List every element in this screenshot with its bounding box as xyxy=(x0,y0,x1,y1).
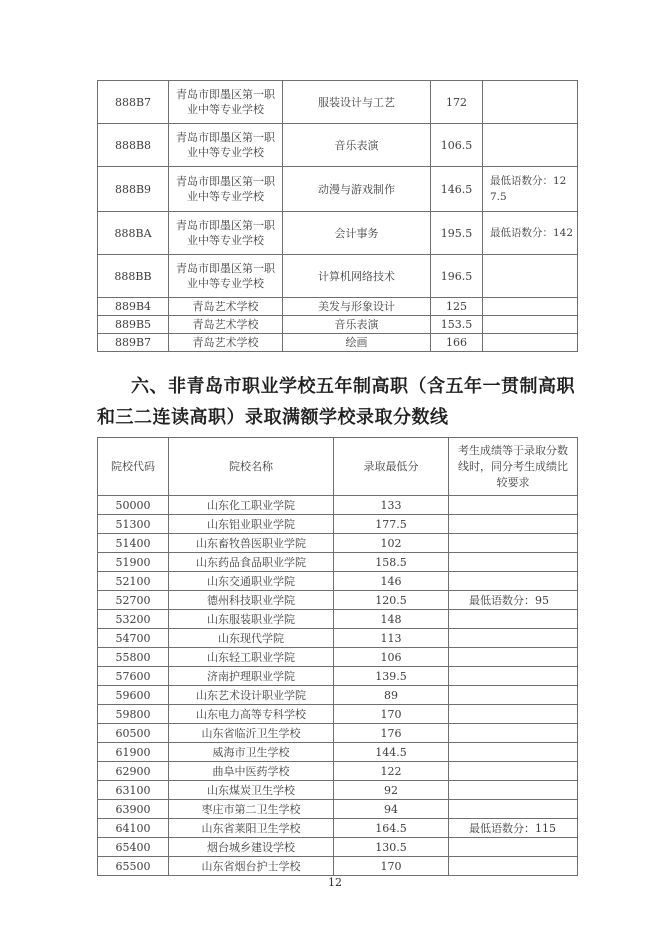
cell-min-score: 196.5 xyxy=(431,255,483,298)
cell-college-code: 63900 xyxy=(98,800,169,819)
table-row xyxy=(98,572,578,591)
table2-body xyxy=(98,496,578,876)
table-row xyxy=(98,212,578,255)
cell-note xyxy=(449,838,578,857)
cell-note xyxy=(449,572,578,591)
cell-min-score: 89 xyxy=(334,686,449,705)
cell-min-score: 106 xyxy=(334,648,449,667)
header-row xyxy=(98,438,578,496)
table-row xyxy=(98,667,578,686)
table-row xyxy=(98,686,578,705)
page-number: 12 xyxy=(328,876,342,889)
table-row xyxy=(98,81,578,124)
cell-note xyxy=(449,515,578,534)
cell-school-code: 889B7 xyxy=(98,334,169,352)
cell-min-score: 92 xyxy=(334,781,449,800)
table-row xyxy=(98,553,578,572)
cell-college-code: 60500 xyxy=(98,724,169,743)
cell-school-code: 889B5 xyxy=(98,316,169,334)
cell-college-name: 山东艺术设计职业学院 xyxy=(169,686,334,705)
table-row xyxy=(98,762,578,781)
cell-major: 服装设计与工艺 xyxy=(283,81,431,124)
cell-min-score: 120.5 xyxy=(334,591,449,610)
cell-note xyxy=(449,762,578,781)
table1-body xyxy=(98,81,578,352)
cell-note xyxy=(483,81,578,124)
cell-college-code: 59600 xyxy=(98,686,169,705)
table-row xyxy=(98,705,578,724)
cell-min-score: 166 xyxy=(431,334,483,352)
cell-major: 绘画 xyxy=(283,334,431,352)
cell-college-code: 63100 xyxy=(98,781,169,800)
cell-note xyxy=(449,610,578,629)
col-header-college-code: 院校代码 xyxy=(98,438,169,496)
col-header-tiebreak-rule: 考生成绩等于录取分数线时，同分考生成绩比较要求 xyxy=(449,438,578,496)
cell-note: 最低语数分：127.5 xyxy=(483,167,578,212)
cell-school-name: 青岛艺术学校 xyxy=(169,316,283,334)
table-row xyxy=(98,724,578,743)
table2-header xyxy=(98,438,578,496)
cell-college-name: 山东化工职业学院 xyxy=(169,496,334,515)
table-row xyxy=(98,743,578,762)
cell-school-code: 889B4 xyxy=(98,298,169,316)
cell-college-code: 54700 xyxy=(98,629,169,648)
cell-note xyxy=(449,781,578,800)
cell-min-score: 113 xyxy=(334,629,449,648)
cell-college-code: 53200 xyxy=(98,610,169,629)
cell-note xyxy=(449,648,578,667)
cell-note: 最低语数分：95 xyxy=(449,591,578,610)
cell-min-score: 139.5 xyxy=(334,667,449,686)
table-row xyxy=(98,334,578,352)
cell-min-score: 102 xyxy=(334,534,449,553)
cell-college-code: 50000 xyxy=(98,496,169,515)
cell-note xyxy=(449,496,578,515)
col-header-min-score: 录取最低分 xyxy=(334,438,449,496)
cell-college-name: 山东铝业职业学院 xyxy=(169,515,334,534)
cell-school-name: 青岛市即墨区第一职业中等专业学校 xyxy=(169,167,283,212)
cell-min-score: 195.5 xyxy=(431,212,483,255)
section-heading xyxy=(97,371,583,433)
cell-min-score: 125 xyxy=(431,298,483,316)
cell-major: 动漫与游戏制作 xyxy=(283,167,431,212)
cell-college-code: 57600 xyxy=(98,667,169,686)
cell-note xyxy=(449,667,578,686)
cell-college-name: 山东省莱阳卫生学校 xyxy=(169,819,334,838)
cell-school-code: 888B8 xyxy=(98,124,169,167)
cell-college-name: 山东药品食品职业学院 xyxy=(169,553,334,572)
cell-college-code: 61900 xyxy=(98,743,169,762)
cell-college-code: 55800 xyxy=(98,648,169,667)
cell-min-score: 146.5 xyxy=(431,167,483,212)
cell-major: 计算机网络技术 xyxy=(283,255,431,298)
cell-min-score: 170 xyxy=(334,705,449,724)
cell-major: 音乐表演 xyxy=(283,316,431,334)
cell-note: 最低语数分：115 xyxy=(449,819,578,838)
cell-note xyxy=(483,298,578,316)
table-row xyxy=(98,838,578,857)
cell-min-score: 172 xyxy=(431,81,483,124)
cell-min-score: 144.5 xyxy=(334,743,449,762)
cell-note xyxy=(449,705,578,724)
table-row xyxy=(98,515,578,534)
cell-college-code: 65400 xyxy=(98,838,169,857)
cell-major: 美发与形象设计 xyxy=(283,298,431,316)
table-row xyxy=(98,591,578,610)
col-header-college-name: 院校名称 xyxy=(169,438,334,496)
cell-college-code: 62900 xyxy=(98,762,169,781)
cell-major: 会计事务 xyxy=(283,212,431,255)
cell-school-name: 青岛市即墨区第一职业中等专业学校 xyxy=(169,81,283,124)
cell-college-code: 64100 xyxy=(98,819,169,838)
cell-note xyxy=(449,724,578,743)
cell-note xyxy=(483,124,578,167)
cell-school-name: 青岛市即墨区第一职业中等专业学校 xyxy=(169,255,283,298)
cell-note xyxy=(449,857,578,876)
cell-college-name: 山东省烟台护士学校 xyxy=(169,857,334,876)
cell-college-name: 威海市卫生学校 xyxy=(169,743,334,762)
cell-min-score: 177.5 xyxy=(334,515,449,534)
cell-school-name: 青岛市即墨区第一职业中等专业学校 xyxy=(169,124,283,167)
table-row xyxy=(98,255,578,298)
cell-min-score: 164.5 xyxy=(334,819,449,838)
cell-school-name: 青岛艺术学校 xyxy=(169,298,283,316)
table-row xyxy=(98,857,578,876)
cell-note xyxy=(483,334,578,352)
cell-school-code: 888BA xyxy=(98,212,169,255)
school-major-score-table xyxy=(97,80,578,352)
cell-college-name: 济南护理职业学院 xyxy=(169,667,334,686)
cell-college-code: 51900 xyxy=(98,553,169,572)
table-row xyxy=(98,610,578,629)
cell-college-name: 山东交通职业学院 xyxy=(169,572,334,591)
table-row xyxy=(98,648,578,667)
cell-note xyxy=(449,534,578,553)
cell-min-score: 158.5 xyxy=(334,553,449,572)
cell-college-name: 德州科技职业学院 xyxy=(169,591,334,610)
cell-min-score: 106.5 xyxy=(431,124,483,167)
cell-college-code: 59800 xyxy=(98,705,169,724)
table-row xyxy=(98,629,578,648)
section-heading-line2: 和三二连读高职）录取满额学校录取分数线 xyxy=(97,407,449,428)
table-row xyxy=(98,819,578,838)
cell-major: 音乐表演 xyxy=(283,124,431,167)
table-row xyxy=(98,800,578,819)
section-heading-line1: 六、非青岛市职业学校五年制高职（含五年一贯制高职 xyxy=(131,376,575,397)
cell-school-code: 888B7 xyxy=(98,81,169,124)
cell-min-score: 133 xyxy=(334,496,449,515)
cell-college-name: 山东省临沂卫生学校 xyxy=(169,724,334,743)
cell-college-name: 山东电力高等专科学校 xyxy=(169,705,334,724)
table-row xyxy=(98,316,578,334)
cell-min-score: 176 xyxy=(334,724,449,743)
cell-college-code: 52100 xyxy=(98,572,169,591)
cell-school-code: 888BB xyxy=(98,255,169,298)
cell-college-code: 65500 xyxy=(98,857,169,876)
cell-min-score: 153.5 xyxy=(431,316,483,334)
cell-college-name: 曲阜中医药学校 xyxy=(169,762,334,781)
cell-note xyxy=(449,553,578,572)
cell-college-name: 烟台城乡建设学校 xyxy=(169,838,334,857)
table-row xyxy=(98,124,578,167)
cell-note: 最低语数分：142 xyxy=(483,212,578,255)
cell-note xyxy=(449,800,578,819)
cell-note xyxy=(483,255,578,298)
cell-college-code: 51300 xyxy=(98,515,169,534)
cell-school-name: 青岛艺术学校 xyxy=(169,334,283,352)
admission-line-table xyxy=(97,437,578,876)
cell-school-name: 青岛市即墨区第一职业中等专业学校 xyxy=(169,212,283,255)
cell-note xyxy=(449,686,578,705)
cell-college-name: 枣庄市第二卫生学校 xyxy=(169,800,334,819)
cell-min-score: 94 xyxy=(334,800,449,819)
cell-min-score: 130.5 xyxy=(334,838,449,857)
table-row xyxy=(98,496,578,515)
cell-college-name: 山东煤炭卫生学校 xyxy=(169,781,334,800)
cell-note xyxy=(449,629,578,648)
cell-note xyxy=(483,316,578,334)
cell-college-name: 山东服装职业学院 xyxy=(169,610,334,629)
cell-college-code: 51400 xyxy=(98,534,169,553)
table-row xyxy=(98,781,578,800)
table-row xyxy=(98,167,578,212)
cell-college-name: 山东现代学院 xyxy=(169,629,334,648)
cell-min-score: 170 xyxy=(334,857,449,876)
cell-note xyxy=(449,743,578,762)
cell-school-code: 888B9 xyxy=(98,167,169,212)
table-row xyxy=(98,534,578,553)
cell-college-name: 山东畜牧兽医职业学院 xyxy=(169,534,334,553)
cell-min-score: 146 xyxy=(334,572,449,591)
table-row xyxy=(98,298,578,316)
cell-college-name: 山东轻工职业学院 xyxy=(169,648,334,667)
cell-college-code: 52700 xyxy=(98,591,169,610)
cell-min-score: 148 xyxy=(334,610,449,629)
cell-min-score: 122 xyxy=(334,762,449,781)
